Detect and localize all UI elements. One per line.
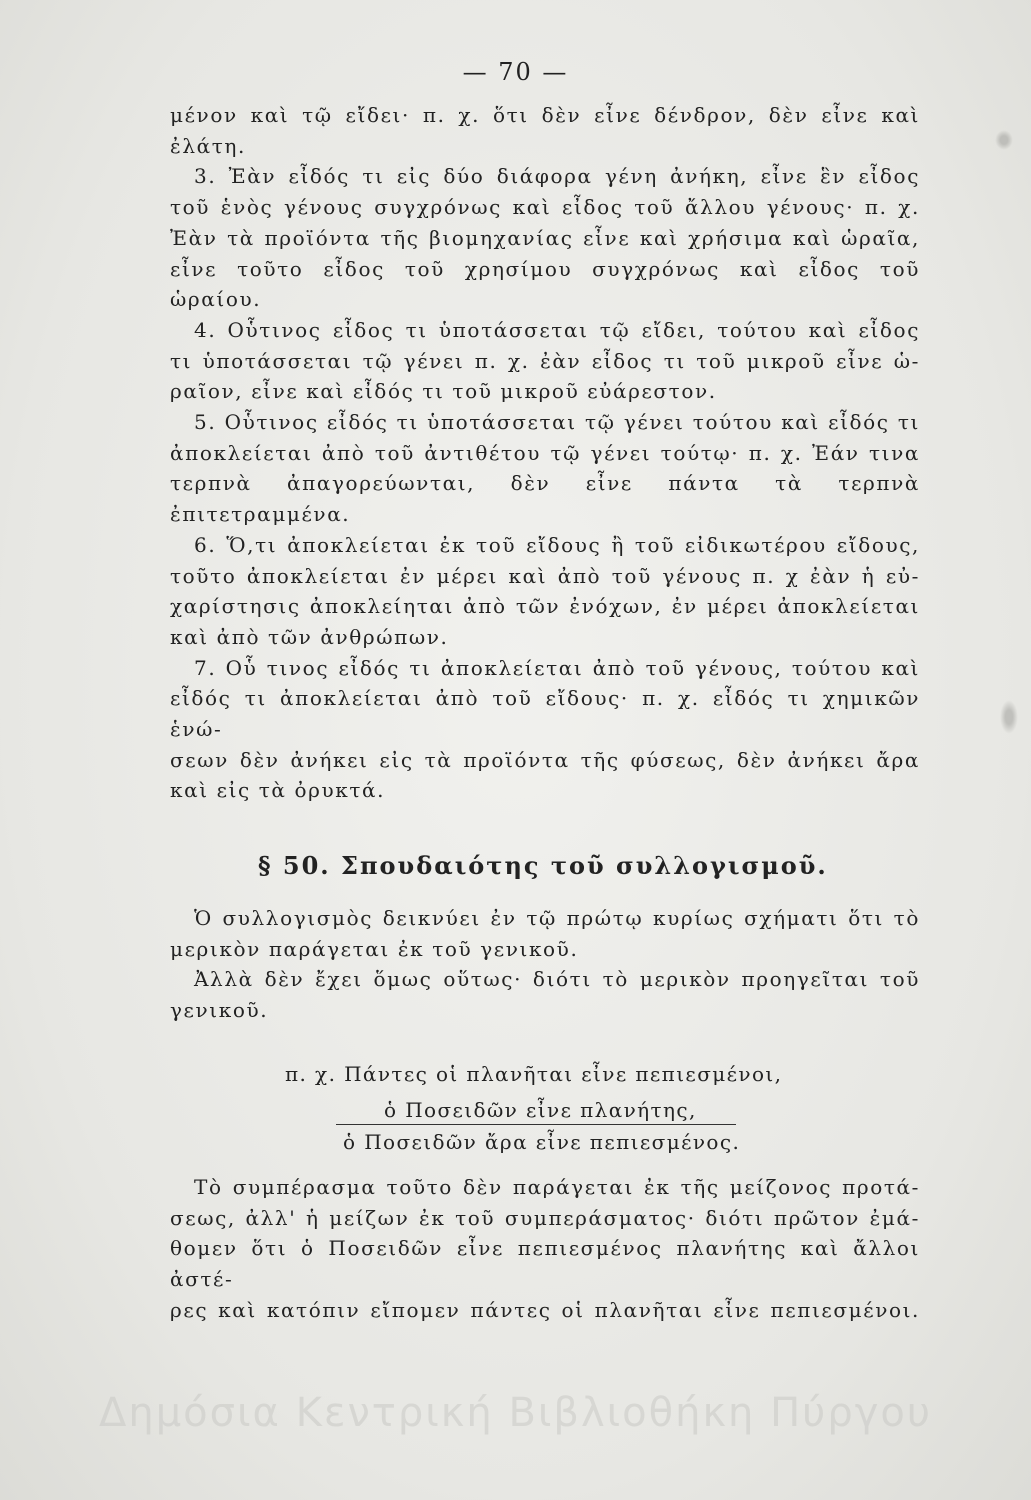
text-line: Ἐὰν τὰ προϊόντα τῆς βιομηχανίας εἶνε καὶ χρήσιμα καὶ ὡραῖα, — [170, 225, 920, 250]
text-line: ραῖον, εἶνε καὶ εἶδός τι τοῦ μικροῦ εὐάρεστον. — [170, 379, 717, 404]
text-line: θομεν ὅτι ὁ Ποσειδῶν εἶνε πεπιεσμένος πλανήτης καὶ ἄλλοι ἀστέ- — [170, 1236, 920, 1292]
text-line: Ἀλλὰ δὲν ἔχει ὅμως οὕτως· διότι τὸ μερικὸν προηγεῖται τοῦ — [194, 967, 920, 992]
text-line: 5. Οὗτινος εἶδός τι ὑποτάσσεται τῷ γένει τούτου καὶ εἶδός τι — [194, 410, 920, 435]
text-line: Ὁ συλλογισμὸς δεικνύει ἐν τῷ πρώτῳ κυρίως σχήματι ὅτι τὸ — [194, 906, 920, 930]
text-line: εἶνε τοῦτο εἶδος τοῦ χρησίμου συγχρόνως καὶ εἶδος τοῦ ὡραίου. — [170, 256, 920, 312]
text-line: χαρίστησις ἀποκλείηται ἀπὸ τῶν ἐνόχων, ἐν μέρει ἀποκλείεται — [170, 594, 920, 619]
middle-text-block — [170, 903, 920, 1026]
text-line: 4. Οὗτινος εἶδος τι ὑποτάσσεται τῷ εἴδει, τούτου καὶ εἶδος — [194, 317, 920, 342]
text-line: καὶ ἀπὸ τῶν ἀνθρώπων. — [170, 624, 449, 649]
syllogism-conclusion: ὁ Ποσειδῶν ἄρα εἶνε πεπιεσμένος. — [343, 1130, 741, 1154]
scan-speck — [995, 130, 1013, 150]
text-line: 7. Οὗ τινος εἶδός τι ἀποκλείεται ἀπὸ τοῦ γένους, τούτου καὶ — [194, 655, 920, 680]
minor-premise: ὁ Ποσειδῶν εἶνε πλανήτης, — [384, 1098, 697, 1122]
text-line: σεων δὲν ἀνήκει εἰς τὰ προϊόντα τῆς φύσεως, δὲν ἀνήκει ἄρα — [170, 747, 920, 772]
text-line: ρες καὶ κατόπιν εἴπομεν πάντες οἱ πλανῆται εἶνε πεπιεσμένοι. — [170, 1297, 920, 1322]
library-watermark: Δημόσια Κεντρική Βιβλιοθήκη Πύργου — [99, 1390, 932, 1436]
text-line: γενικοῦ. — [170, 998, 269, 1023]
text-line: 3. Ἐὰν εἶδός τι εἰς δύο διάφορα γένη ἀνήκη, εἶνε ἓν εἶδος — [194, 164, 920, 189]
text-line: σεως, ἀλλ' ἡ μείζων ἐκ τοῦ συμπεράσματος· διότι πρῶτον ἐμά- — [170, 1205, 920, 1230]
text-line: καὶ εἰς τὰ ὀρυκτά. — [170, 778, 386, 803]
text-line: ἀποκλείεται ἀπὸ τοῦ ἀντιθέτου τῷ γένει τούτῳ· π. χ. Ἐάν τινα — [170, 440, 920, 465]
syllogism-rule — [336, 1124, 736, 1125]
upper-text-block — [170, 100, 920, 806]
text-line: ἐλάτη. — [170, 133, 246, 158]
text-line: τοῦτο ἀποκλείεται ἐν μέρει καὶ ἀπὸ τοῦ γένους π. χ ἐὰν ἡ εὐ- — [170, 563, 920, 588]
text-line: τερπνὰ ἀπαγορεύωνται, δὲν εἶνε πάντα τὰ τερπνὰ ἐπιτετραμμένα. — [170, 471, 920, 527]
text-line: μερικὸν παράγεται ἐκ τοῦ γενικοῦ. — [170, 936, 579, 961]
section-heading: § 50. Σπουδαιότης τοῦ συλλογισμοῦ. — [258, 851, 828, 880]
text-line: τοῦ ἑνὸς γένους συγχρόνως καὶ εἶδος τοῦ ἄλλου γένους· π. χ. — [170, 195, 920, 220]
page-number: — 70 — — [462, 58, 569, 86]
text-line: Τὸ συμπέρασμα τοῦτο δὲν παράγεται ἐκ τῆς μείζονος προτά- — [194, 1175, 920, 1199]
text-line: τι ὑποτάσσεται τῷ γένει π. χ. ἐὰν εἶδος τι τοῦ μικροῦ εἶνε ὡ- — [170, 348, 920, 373]
text-line: 6. Ὅ,τι ἀποκλείεται ἐκ τοῦ εἴδους ἢ τοῦ εἰδικωτέρου εἴδους, — [194, 532, 920, 557]
text-line: εἶδός τι ἀποκλείεται ἀπὸ τοῦ εἴδους· π. χ. εἶδός τι χημικῶν ἑνώ- — [170, 686, 920, 742]
text-line: μένον καὶ τῷ εἴδει· π. χ. ὅτι δὲν εἶνε δένδρον, δὲν εἶνε καὶ — [170, 103, 920, 127]
lower-text-block — [170, 1172, 920, 1326]
scan-speck — [1000, 700, 1018, 734]
major-premise: π. χ. Πάντες οἱ πλανῆται εἶνε πεπιεσμένοι, — [285, 1062, 783, 1086]
